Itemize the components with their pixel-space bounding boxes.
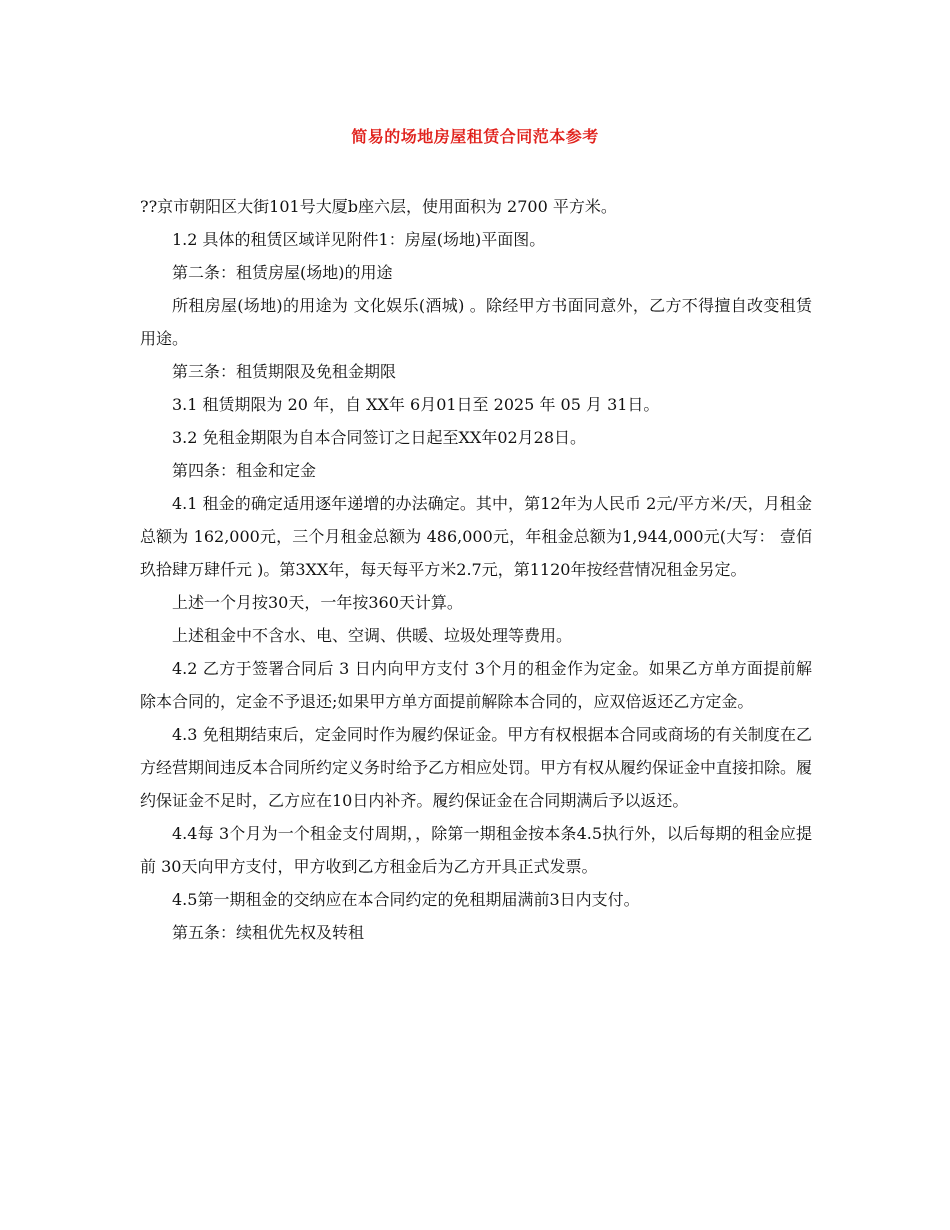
paragraph-clause-4-3: 4.3 免租期结束后，定金同时作为履约保证金。甲方有权根据本合同或商场的有关制度在乙方经营期间违反本合同所约定义务时给予乙方相应处罚。甲方有权从履约保证金中直接扣除。履约保证金不足时，乙方应在10日内补齐。履约保证金在合同期满后予以返还。 — [140, 725, 813, 810]
paragraph-location: ??京市朝阳区大街101号大厦b座六层，使用面积为 2700 平方米。 — [140, 197, 617, 216]
heading-article-3: 第三条：租赁期限及免租金期限 — [172, 362, 397, 381]
paragraph-clause-4-4: 4.4每 3个月为一个租金支付周期，，除第一期租金按本条4.5执行外，以后每期的租金应提前 30天向甲方支付，甲方收到乙方租金后为乙方开具正式发票。 — [140, 824, 812, 876]
document-title: 简易的场地房屋租赁合同范本参考 — [351, 127, 599, 146]
paragraph-clause-3-1: 3.1 租赁期限为 20 年，自 XX年 6月01日至 2025 年 05 月 31日。 — [172, 395, 660, 414]
document-body — [140, 190, 812, 949]
paragraph-clause-4-2: 4.2 乙方于签署合同后 3 日内向甲方支付 3个月的租金作为定金。如果乙方单方面提前解除本合同的，定金不予退还;如果甲方单方面提前解除本合同的，应双倍返还乙方定金。 — [140, 659, 812, 711]
paragraph-clause-4-5: 4.5第一期租金的交纳应在本合同约定的免租期届满前3日内支付。 — [172, 890, 640, 909]
paragraph-clause-4-1: 4.1 租金的确定适用逐年递增的办法确定。其中，第12年为人民币 2元/平方米/天，月租金总额为 162,000元，三个月租金总额为 486,000元，年租金总额为1,944,000元(大写： 壹佰玖拾肆万肆仟元 )。第3XX年，每天每平方米2.7元，第1120年按经营情况租金另定。 — [140, 494, 812, 579]
paragraph-clause-1-2: 1.2 具体的租赁区域详见附件1：房屋(场地)平面图。 — [172, 230, 546, 249]
heading-article-2: 第二条：租赁房屋(场地)的用途 — [172, 263, 393, 282]
paragraph-usage: 所租房屋(场地)的用途为 文化娱乐(酒城) 。除经甲方书面同意外，乙方不得擅自改变租赁用途。 — [140, 296, 812, 348]
paragraph-excluded-fees: 上述租金中不含水、电、空调、供暖、垃圾处理等费用。 — [172, 626, 573, 645]
paragraph-month-days: 上述一个月按30天，一年按360天计算。 — [172, 593, 463, 612]
paragraph-clause-3-2: 3.2 免租金期限为自本合同签订之日起至XX年02月28日。 — [172, 428, 587, 447]
heading-article-4: 第四条：租金和定金 — [172, 461, 317, 480]
heading-article-5: 第五条：续租优先权及转租 — [172, 923, 365, 942]
